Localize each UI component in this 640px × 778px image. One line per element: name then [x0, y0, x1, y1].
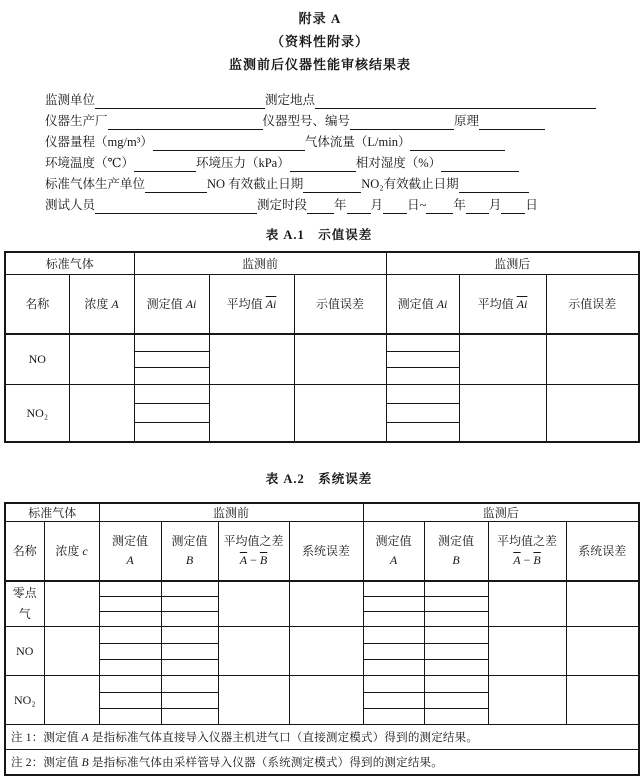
measurement-subcells	[424, 627, 488, 676]
principle-blank	[479, 115, 545, 130]
blank-cell	[488, 581, 566, 627]
cell-divider	[387, 351, 459, 352]
cell-divider	[135, 367, 209, 368]
measured-value-column-header	[386, 274, 459, 334]
gas-row-label: NO₂	[5, 676, 44, 725]
variable-a: A	[81, 732, 89, 744]
cell-divider	[162, 596, 218, 597]
start-year-blank	[307, 199, 334, 214]
tester-label: 测试人员	[45, 198, 96, 212]
note-2	[5, 750, 639, 775]
pressure-blank	[290, 157, 356, 172]
cell-divider	[100, 692, 161, 693]
average-value-variable: $\overline{Ai}$	[265, 297, 277, 312]
note-1	[5, 725, 639, 750]
average-difference-label: 平均值之差	[497, 534, 558, 549]
blank-cell	[218, 627, 289, 676]
name-column-header: 名称	[5, 522, 44, 581]
blank-cell	[294, 384, 386, 442]
measurement-subcells	[424, 676, 488, 725]
blank-cell	[69, 334, 134, 384]
concentration-label: 浓度	[84, 297, 109, 312]
measured-value-a-column-header	[363, 522, 424, 581]
variable-b: $\overline{B}$	[533, 552, 541, 567]
blank-cell	[566, 581, 639, 627]
average-value-column-header	[209, 274, 294, 334]
cell-divider	[425, 643, 488, 644]
range-label: 仪器量程（mg/m³）	[45, 135, 153, 149]
average-value-label: 平均值	[477, 297, 514, 312]
table-a1	[4, 251, 640, 443]
cell-divider	[364, 611, 424, 612]
pressure-label: 环境压力（kPa）	[195, 156, 290, 170]
cell-divider	[425, 692, 488, 693]
location-label: 测定地点	[265, 93, 316, 107]
page-title: 监测前后仪器性能审核结果表	[228, 57, 411, 72]
name-column-header: 名称	[5, 274, 69, 334]
system-error-column-header: 系统误差	[289, 522, 363, 581]
measurement-subcells	[99, 676, 161, 725]
table-row	[5, 384, 639, 442]
appendix-type: （资料性附录）	[270, 34, 369, 49]
note-text: 注 2：测定值	[11, 756, 82, 769]
cell-divider	[387, 403, 459, 404]
indication-error-column-header: 示值误差	[546, 274, 639, 334]
blank-cell	[566, 627, 639, 676]
average-value-column-header	[459, 274, 546, 334]
blank-cell	[566, 676, 639, 725]
cell-divider	[162, 611, 218, 612]
cell-divider	[364, 692, 424, 693]
blank-cell	[488, 676, 566, 725]
range-blank	[153, 136, 305, 151]
gas-row-label: NO₂	[5, 384, 69, 442]
no-expiry-label: NO 有效截止日期	[207, 177, 304, 191]
cell-divider	[425, 708, 488, 709]
monitoring-unit-label: 监测单位	[45, 93, 96, 107]
flow-blank	[410, 136, 505, 151]
blank-cell	[488, 627, 566, 676]
model-label: 仪器型号、编号	[262, 114, 351, 128]
table-row	[5, 676, 639, 725]
measured-value-label: 测定值	[112, 534, 149, 549]
month-label: 月	[488, 198, 502, 212]
measurement-subcells	[363, 676, 424, 725]
form-line-instrument	[45, 109, 596, 130]
blank-cell	[459, 334, 546, 384]
flow-label: 气体流量（L/min）	[304, 135, 411, 149]
measurement-subcells	[424, 581, 488, 627]
header-form	[45, 88, 596, 214]
cell-divider	[135, 403, 209, 404]
humidity-label: 相对湿度（%）	[355, 156, 442, 170]
system-error-column-header: 系统误差	[566, 522, 639, 581]
end-year-blank	[426, 199, 453, 214]
table-a1-column-header-row	[5, 274, 639, 334]
gas-producer-label: 标准气体生产单位	[45, 177, 146, 191]
variable-b: $\overline{B}$	[259, 552, 268, 567]
measured-value-b-column-header	[161, 522, 218, 581]
blank-cell	[459, 384, 546, 442]
measurement-subcells	[386, 334, 459, 384]
concentration-column-header	[69, 274, 134, 334]
cell-divider	[100, 659, 161, 660]
minus-sign: −	[523, 552, 531, 567]
cell-divider	[364, 659, 424, 660]
table-row	[5, 627, 639, 676]
measurement-subcells	[386, 384, 459, 442]
gas-row-label: 零点 气	[5, 581, 44, 627]
temperature-blank	[134, 157, 196, 172]
variable-b: B	[452, 552, 460, 567]
after-monitoring-group-header: 监测后	[363, 503, 639, 522]
no2-expiry-blank	[459, 178, 529, 193]
measured-value-b-column-header	[424, 522, 488, 581]
gas-row-label: NO	[5, 627, 44, 676]
cell-divider	[135, 422, 209, 423]
average-value-variable: $\overline{Ai}$	[516, 297, 528, 312]
year-label: 年	[334, 198, 347, 212]
form-line-standard-gas	[45, 172, 596, 193]
measurement-subcells	[161, 627, 218, 676]
cell-divider	[162, 643, 218, 644]
standard-gas-group-header: 标准气体	[5, 252, 134, 274]
tester-blank	[95, 199, 257, 214]
cell-divider	[364, 596, 424, 597]
blank-cell	[218, 676, 289, 725]
blank-cell	[546, 384, 639, 442]
blank-cell	[209, 384, 294, 442]
average-value-label: 平均值	[226, 297, 263, 312]
note-text: 是指标准气体直接导入仪器主机进气口（直接测定模式）得到的测定结果。	[88, 732, 479, 744]
form-line-range-flow	[45, 130, 596, 151]
form-line-environment	[45, 151, 596, 172]
blank-cell	[289, 581, 363, 627]
start-month-blank	[347, 199, 371, 214]
measured-value-label: 测定值	[375, 534, 412, 549]
monitoring-unit-blank	[95, 94, 265, 109]
day-label: 日	[525, 198, 538, 212]
cell-divider	[425, 596, 488, 597]
blank-cell	[44, 627, 99, 676]
month-label: 月	[370, 198, 384, 212]
cell-divider	[387, 422, 459, 423]
measurement-subcells	[99, 627, 161, 676]
gas-producer-blank	[145, 178, 207, 193]
cell-divider	[100, 596, 161, 597]
table-a1-caption: 表 A.1 示值误差	[265, 228, 373, 242]
measured-value-a-column-header	[99, 522, 161, 581]
before-monitoring-group-header: 监测前	[99, 503, 363, 522]
blank-cell	[289, 676, 363, 725]
location-blank	[315, 94, 596, 109]
measured-value-label: 测定值	[397, 297, 434, 312]
temperature-label: 环境温度（℃）	[45, 156, 134, 170]
variable-a: $\overline{A}$	[513, 552, 521, 567]
table-row	[5, 334, 639, 384]
variable-a: A	[126, 552, 134, 567]
manufacturer-label: 仪器生产厂	[45, 114, 108, 128]
appendix-label: 附录 A	[298, 11, 342, 26]
variable-a: $\overline{A}$	[239, 552, 248, 567]
blank-cell	[218, 581, 289, 627]
cell-divider	[162, 708, 218, 709]
form-line-unit-location	[45, 88, 596, 109]
before-monitoring-group-header: 监测前	[134, 252, 386, 274]
blank-cell	[209, 334, 294, 384]
indication-error-column-header: 示值误差	[294, 274, 386, 334]
variable-b: B	[185, 552, 194, 567]
end-day-blank	[501, 199, 525, 214]
end-month-blank	[466, 199, 489, 214]
year-label: 年	[453, 198, 466, 212]
cell-divider	[425, 659, 488, 660]
average-difference-formula	[491, 551, 564, 570]
table-row	[5, 581, 639, 627]
start-day-blank	[383, 199, 407, 214]
model-blank	[350, 115, 454, 130]
average-difference-formula	[221, 551, 287, 570]
cell-divider	[425, 611, 488, 612]
variable-a: A	[389, 552, 398, 567]
table-a2-group-header-row	[5, 503, 639, 522]
measurement-subcells	[363, 581, 424, 627]
cell-divider	[100, 643, 161, 644]
average-difference-column-header	[218, 522, 289, 581]
day-tilde-label: 日~	[407, 198, 427, 212]
gas-row-label: NO	[5, 334, 69, 384]
form-line-tester-period	[45, 193, 596, 214]
cell-divider	[100, 708, 161, 709]
standard-gas-group-header: 标准气体	[5, 503, 99, 522]
principle-label: 原理	[454, 114, 480, 128]
measurement-subcells	[363, 627, 424, 676]
cell-divider	[100, 611, 161, 612]
measurement-subcells	[134, 384, 209, 442]
table-a2-column-header-row	[5, 522, 639, 581]
table-a2-caption: 表 A.2 系统误差	[265, 472, 373, 486]
table-a2	[4, 502, 640, 776]
cell-divider	[135, 351, 209, 352]
no-expiry-blank	[303, 178, 361, 193]
manufacturer-blank	[108, 115, 263, 130]
variable-b: B	[81, 756, 89, 769]
title-block	[0, 0, 640, 76]
blank-cell	[44, 676, 99, 725]
measured-value-variable: Ai	[185, 297, 197, 312]
period-label: 测定时段	[257, 198, 308, 212]
blank-cell	[289, 627, 363, 676]
cell-divider	[364, 643, 424, 644]
concentration-column-header	[44, 522, 99, 581]
measured-value-label: 测定值	[171, 534, 208, 549]
after-monitoring-group-header: 监测后	[386, 252, 639, 274]
measured-value-label: 测定值	[438, 534, 475, 549]
blank-cell	[294, 334, 386, 384]
blank-cell	[546, 334, 639, 384]
measured-value-column-header	[134, 274, 209, 334]
humidity-blank	[441, 157, 519, 172]
measured-value-variable: Ai	[436, 297, 448, 312]
no2-expiry-label: NO₂有效截止日期	[361, 177, 459, 191]
average-difference-label: 平均值之差	[223, 534, 284, 549]
note-row	[5, 725, 639, 750]
concentration-variable: c	[82, 544, 88, 559]
cell-divider	[162, 659, 218, 660]
blank-cell	[44, 581, 99, 627]
measurement-subcells	[161, 676, 218, 725]
measurement-subcells	[134, 334, 209, 384]
cell-divider	[364, 708, 424, 709]
cell-divider	[387, 367, 459, 368]
table-a1-group-header-row	[5, 252, 639, 274]
measurement-subcells	[161, 581, 218, 627]
cell-divider	[162, 692, 218, 693]
blank-cell	[69, 384, 134, 442]
measurement-subcells	[99, 581, 161, 627]
note-row	[5, 750, 639, 775]
concentration-label: 浓度	[55, 544, 80, 559]
average-difference-column-header	[488, 522, 566, 581]
concentration-variable: A	[111, 297, 119, 312]
note-text: 是指标准气体由采样管导入仪器（系统测定模式）得到的测定结果。	[88, 756, 443, 769]
measured-value-label: 测定值	[146, 297, 183, 312]
note-text: 注 1：测定值	[11, 732, 82, 744]
minus-sign: −	[250, 552, 257, 567]
